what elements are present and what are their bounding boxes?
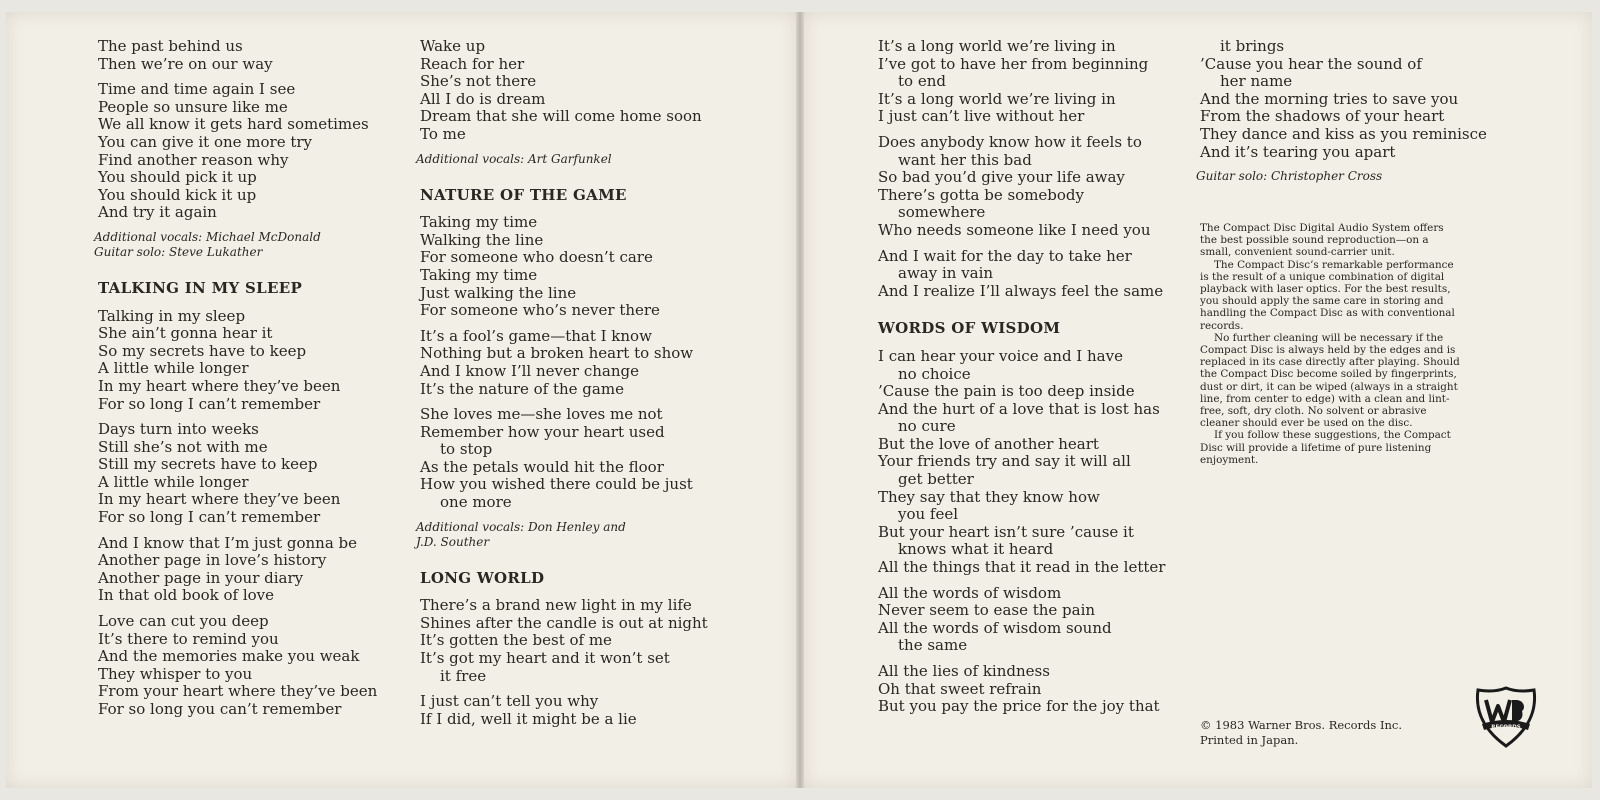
lyric-stanza xyxy=(878,348,1165,577)
lyric-line: Taking my time xyxy=(420,265,538,284)
lyric-line: to stop xyxy=(440,440,493,459)
lyric-line: To me xyxy=(420,124,466,143)
credit-line: Additional vocals: Michael McDonald xyxy=(94,229,321,244)
lyric-line: Shines after the candle is out at night xyxy=(420,613,708,632)
lyric-line: Days turn into weeks xyxy=(98,420,259,439)
cd-note-paragraph: The Compact Disc Digital Audio System offers the best possible sound reproduction—on a small, convenient sound-carrier unit. xyxy=(1200,222,1444,259)
lyric-line: I just can’t live without her xyxy=(878,107,1085,126)
lyric-line: it free xyxy=(440,666,487,685)
lyric-line: somewhere xyxy=(898,203,986,222)
lyric-line: We all know it gets hard sometimes xyxy=(98,115,369,134)
lyric-line: one more xyxy=(440,493,512,512)
credit-line: Additional vocals: Art Garfunkel xyxy=(416,151,612,166)
lyric-line: I just can’t tell you why xyxy=(420,692,599,711)
credit-note xyxy=(416,520,708,550)
lyric-line: You can give it one more try xyxy=(98,132,313,151)
lyric-line: her name xyxy=(1220,72,1293,91)
lyric-line: you feel xyxy=(898,505,959,524)
lyric-line: the same xyxy=(898,636,968,655)
lyric-line: It’s a fool’s game—that I know xyxy=(420,326,652,345)
lyric-line: want her this bad xyxy=(898,150,1032,169)
lyric-stanza xyxy=(98,38,377,73)
lyric-line: There’s a brand new light in my life xyxy=(420,596,692,615)
lyric-line: She’s not there xyxy=(420,72,537,91)
lyric-line: Then we’re on our way xyxy=(98,54,273,73)
lyric-line: From your heart where they’ve been xyxy=(98,682,378,701)
lyric-stanza xyxy=(878,663,1165,716)
lyric-line: I can hear your voice and I have xyxy=(878,346,1123,365)
lyric-stanza xyxy=(98,81,377,222)
lyric-line: For so long I can’t remember xyxy=(98,508,321,527)
lyric-line: For so long I can’t remember xyxy=(98,394,321,413)
lyric-stanza xyxy=(420,214,708,320)
lyric-line: So my secrets have to keep xyxy=(98,341,307,360)
lyric-stanza xyxy=(420,597,708,685)
lyric-line: Still she’s not with me xyxy=(98,437,268,456)
lyric-line: In that old book of love xyxy=(98,586,275,605)
lyric-line: no choice xyxy=(898,364,971,383)
lyric-line: away in vain xyxy=(898,264,994,283)
lyric-line: And the hurt of a love that is lost has xyxy=(878,399,1160,418)
lyric-line: All I do is dream xyxy=(420,89,546,108)
compact-disc-care-note xyxy=(1200,222,1460,466)
cd-note-paragraph: The Compact Disc’s remarkable performance is the result of a unique combination of digital playback with laser optics. For the best results, you should apply the same care in storing and handling the Compact Disc as with conventional records. xyxy=(1200,258,1455,332)
lyric-line: All the words of wisdom sound xyxy=(878,618,1112,637)
lyric-line: Another page in your diary xyxy=(98,568,304,587)
lyric-line: A little while longer xyxy=(98,359,249,378)
logo-records-text: RECORDS xyxy=(1491,724,1521,731)
printed-in-line: Printed in Japan. xyxy=(1200,733,1299,747)
lyric-line: Taking my time xyxy=(420,213,538,232)
lyric-line: It’s gotten the best of me xyxy=(420,631,612,650)
song-title: WORDS OF WISDOM xyxy=(878,319,1061,338)
credit-line: Guitar solo: Steve Lukather xyxy=(94,244,263,259)
lyric-line: get better xyxy=(898,470,974,489)
lyric-line: Remember how your heart used xyxy=(420,422,665,441)
lyric-line: And the memories make you weak xyxy=(98,647,360,666)
warner-bros-shield-icon xyxy=(1474,686,1538,748)
lyric-stanza xyxy=(420,406,708,512)
copyright-line: © 1983 Warner Bros. Records Inc. xyxy=(1200,718,1402,732)
credit-note xyxy=(416,152,708,167)
lyric-stanza xyxy=(98,308,377,414)
lyric-stanza xyxy=(98,613,377,719)
lyric-line: Your friends try and say it will all xyxy=(878,452,1131,471)
lyric-line: Find another reason why xyxy=(98,150,289,169)
lyric-line: I’ve got to have her from beginning xyxy=(878,54,1149,73)
lyric-stanza xyxy=(878,134,1165,240)
lyric-line: So bad you’d give your life away xyxy=(878,168,1125,187)
lyric-line: ’Cause you hear the sound of xyxy=(1200,54,1422,73)
lyric-line: And I know that I’m just gonna be xyxy=(98,533,358,552)
lyric-line: Oh that sweet refrain xyxy=(878,679,1042,698)
lyric-line: From the shadows of your heart xyxy=(1200,107,1445,126)
lyric-line: A little while longer xyxy=(98,472,249,491)
booklet-gutter xyxy=(796,12,804,788)
lyric-line: She ain’t gonna hear it xyxy=(98,324,273,343)
lyric-line: Another page in love’s history xyxy=(98,551,327,570)
copyright-block xyxy=(1200,718,1402,748)
lyric-line: And the morning tries to save you xyxy=(1200,89,1459,108)
lyrics-column-2 xyxy=(416,37,708,736)
song-title: NATURE OF THE GAME xyxy=(420,185,627,204)
lyric-line: For someone who’s never there xyxy=(420,301,660,320)
lyric-line: to end xyxy=(898,72,946,91)
lyric-line: She loves me—she loves me not xyxy=(420,405,663,424)
lyric-line: And I wait for the day to take her xyxy=(878,246,1132,265)
lyric-line: And it’s tearing you apart xyxy=(1200,142,1396,161)
lyric-line: They whisper to you xyxy=(98,664,253,683)
lyric-line: All the lies of kindness xyxy=(878,662,1050,680)
cd-note-paragraph: No further cleaning will be necessary if the Compact Disc is always held by the edges and is replaced in its case directly after playing. Should the Compact Disc become soiled by fingerprints, dust or dirt, it can be wiped (always in a straight line, from center to edge) with a clean and lint-free, soft, dry cloth. No solvent or abrasive cleaner should ever be used on the disc. xyxy=(1200,331,1460,430)
lyric-line: But the love of another heart xyxy=(878,434,1099,453)
lyric-line: Reach for her xyxy=(420,54,525,73)
lyric-line: As the petals would hit the floor xyxy=(420,457,664,476)
song-title: TALKING IN MY SLEEP xyxy=(98,278,303,297)
lyric-stanza xyxy=(1200,38,1487,161)
lyric-line: ’Cause the pain is too deep inside xyxy=(878,382,1135,401)
lyrics-column-3 xyxy=(878,38,1165,724)
lyric-stanza xyxy=(98,421,377,527)
lyric-line: Never seem to ease the pain xyxy=(878,601,1096,620)
cd-note-paragraph: If you follow these suggestions, the Compact Disc will provide a lifetime of pure listening enjoyment. xyxy=(1200,429,1451,466)
lyric-line: In my heart where they’ve been xyxy=(98,490,341,509)
lyric-line: There’s gotta be somebody xyxy=(878,185,1085,204)
lyric-line: Love can cut you deep xyxy=(98,612,269,631)
lyric-stanza xyxy=(878,38,1165,126)
lyric-line: Does anybody know how it feels to xyxy=(878,132,1142,151)
lyric-stanza xyxy=(878,248,1165,301)
lyric-line: It’s a long world we’re living in xyxy=(878,89,1116,108)
lyric-line: Talking in my sleep xyxy=(98,306,246,325)
lyric-line: Just walking the line xyxy=(420,283,577,302)
lyric-stanza xyxy=(878,585,1165,655)
lyric-line: You should pick it up xyxy=(98,168,257,187)
lyric-line: Dream that she will come home soon xyxy=(420,107,702,126)
lyric-line: They dance and kiss as you reminisce xyxy=(1200,124,1487,143)
credit-note xyxy=(94,230,377,260)
lyrics-column-4 xyxy=(1196,37,1487,192)
lyric-stanza xyxy=(420,38,708,144)
credit-line: Additional vocals: Don Henley and xyxy=(416,519,626,534)
lyric-line: Who needs someone like I need you xyxy=(878,220,1151,239)
lyric-line: But your heart isn’t sure ’cause it xyxy=(878,522,1134,541)
lyric-line: How you wished there could be just xyxy=(420,475,693,494)
lyric-line: no cure xyxy=(898,417,956,436)
song-title: LONG WORLD xyxy=(420,568,545,587)
lyrics-column-1 xyxy=(94,37,378,727)
lyric-stanza xyxy=(420,328,708,398)
lyric-line: It’s got my heart and it won’t set xyxy=(420,649,670,668)
lyric-line: And I realize I’ll always feel the same xyxy=(878,281,1164,300)
lyric-stanza xyxy=(420,693,708,728)
lyric-line: For so long you can’t remember xyxy=(98,700,342,718)
lyric-line: If I did, well it might be a lie xyxy=(420,709,637,728)
credit-line: Guitar solo: Christopher Cross xyxy=(1196,169,1383,184)
lyric-line: You should kick it up xyxy=(98,185,257,204)
lyric-line: It’s a long world we’re living in xyxy=(878,37,1116,55)
lyric-line: All the things that it read in the letter xyxy=(878,558,1166,577)
lyric-line: it brings xyxy=(1220,37,1285,55)
lyric-line: knows what it heard xyxy=(898,540,1054,559)
lyric-line: And try it again xyxy=(98,203,217,222)
lyric-line: But you pay the price for the joy that xyxy=(878,697,1160,716)
lyric-line: All the words of wisdom xyxy=(878,583,1062,602)
lyric-line: Nothing but a broken heart to show xyxy=(420,344,694,363)
credit-line: J.D. Souther xyxy=(416,534,490,549)
credit-note xyxy=(1196,169,1487,184)
lyric-line: They say that they know how xyxy=(878,487,1100,506)
lyric-line: People so unsure like me xyxy=(98,97,288,116)
lyric-line: Time and time again I see xyxy=(98,80,296,99)
lyric-line: It’s the nature of the game xyxy=(420,379,624,398)
lyric-line: And I know I’ll never change xyxy=(420,361,639,380)
lyric-line: Still my secrets have to keep xyxy=(98,455,318,474)
lyric-stanza xyxy=(98,535,377,605)
lyric-line: Wake up xyxy=(420,37,486,55)
lyric-line: Walking the line xyxy=(420,230,544,249)
lyric-line: For someone who doesn’t care xyxy=(420,248,653,267)
lyric-line: It’s there to remind you xyxy=(98,629,279,648)
lyric-line: The past behind us xyxy=(98,37,243,55)
lyric-line: In my heart where they’ve been xyxy=(98,376,341,395)
